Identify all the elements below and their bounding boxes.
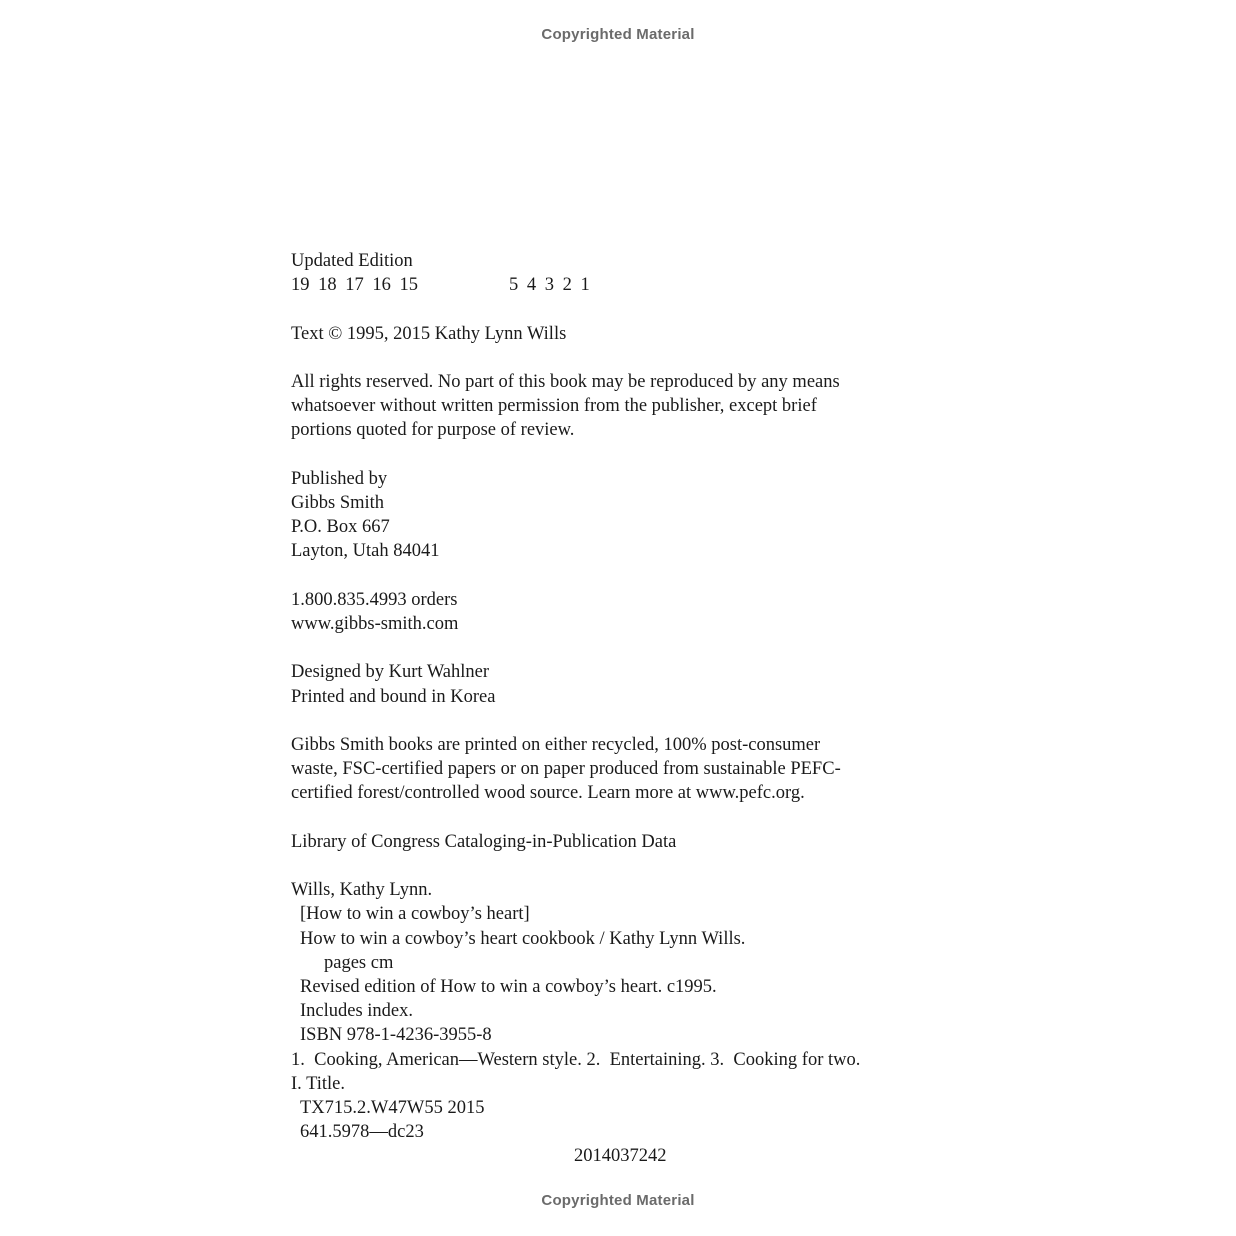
credits-block: [291, 660, 931, 708]
rights-line: All rights reserved. No part of this book may be reproduced by any means: [291, 371, 840, 392]
cip-subjects: 1. Cooking, American—Western style. 2. Entertaining. 3. Cooking for two.: [291, 1049, 861, 1070]
cip-lccn: 2014037242: [574, 1146, 667, 1166]
website: www.gibbs-smith.com: [291, 613, 459, 634]
cip-isbn: ISBN 978-1-4236-3955-8: [300, 1025, 492, 1046]
rights-block: [291, 370, 931, 443]
copyright-watermark-top: Copyrighted Material: [541, 26, 695, 43]
copyright-watermark-bottom: Copyrighted Material: [541, 1192, 695, 1209]
phone-orders: 1.800.835.4993 orders: [291, 589, 458, 610]
environment-line: waste, FSC-certified papers or on paper produced from sustainable PEFC-: [291, 759, 841, 780]
publisher-block: [291, 467, 931, 564]
rights-line: portions quoted for purpose of review.: [291, 420, 575, 441]
copyright-block: [291, 322, 931, 346]
cip-pages: pages cm: [324, 952, 394, 973]
contact-block: [291, 588, 931, 636]
edition-block: [291, 249, 931, 297]
cip-uniform-title: [How to win a cowboy’s heart]: [300, 904, 530, 925]
environment-block: [291, 733, 931, 806]
publisher-address: P.O. Box 667: [291, 517, 390, 538]
printing-credit: Printed and bound in Korea: [291, 686, 496, 707]
edition-label: Updated Edition: [291, 251, 413, 271]
cip-heading: Library of Congress Cataloging-in-Publication Data: [291, 831, 677, 852]
publisher-line: Published by: [291, 468, 388, 489]
publisher-city: Layton, Utah 84041: [291, 541, 440, 562]
cip-lcc: TX715.2.W47W55 2015: [300, 1097, 485, 1118]
copyright-page-body: [291, 249, 931, 1144]
publisher-name: Gibbs Smith: [291, 492, 385, 513]
rights-line: whatsoever without written permission from the publisher, except brief: [291, 396, 817, 417]
copyright-notice: Text © 1995, 2015 Kathy Lynn Wills: [291, 323, 567, 344]
cip-note: Revised edition of How to win a cowboy’s heart. c1995.: [300, 976, 717, 997]
printing-line: [291, 273, 931, 297]
cip-record: [291, 878, 931, 1144]
printing-years: 19 18 17 16 15: [291, 275, 418, 296]
cip-heading-block: [291, 830, 931, 854]
cip-title: How to win a cowboy’s heart cookbook / Kathy Lynn Wills.: [300, 928, 746, 949]
environment-line: certified forest/controlled wood source. Learn more at www.pefc.org.: [291, 783, 805, 804]
cip-index: Includes index.: [300, 1001, 414, 1022]
cip-added-title: I. Title.: [291, 1073, 345, 1094]
designer-credit: Designed by Kurt Wahlner: [291, 662, 490, 683]
cip-ddc: 641.5978—dc23: [300, 1122, 424, 1143]
environment-line: Gibbs Smith books are printed on either recycled, 100% post-consumer: [291, 734, 821, 755]
cip-author: Wills, Kathy Lynn.: [291, 880, 433, 901]
printing-numbers: 5 4 3 2 1: [509, 275, 590, 296]
